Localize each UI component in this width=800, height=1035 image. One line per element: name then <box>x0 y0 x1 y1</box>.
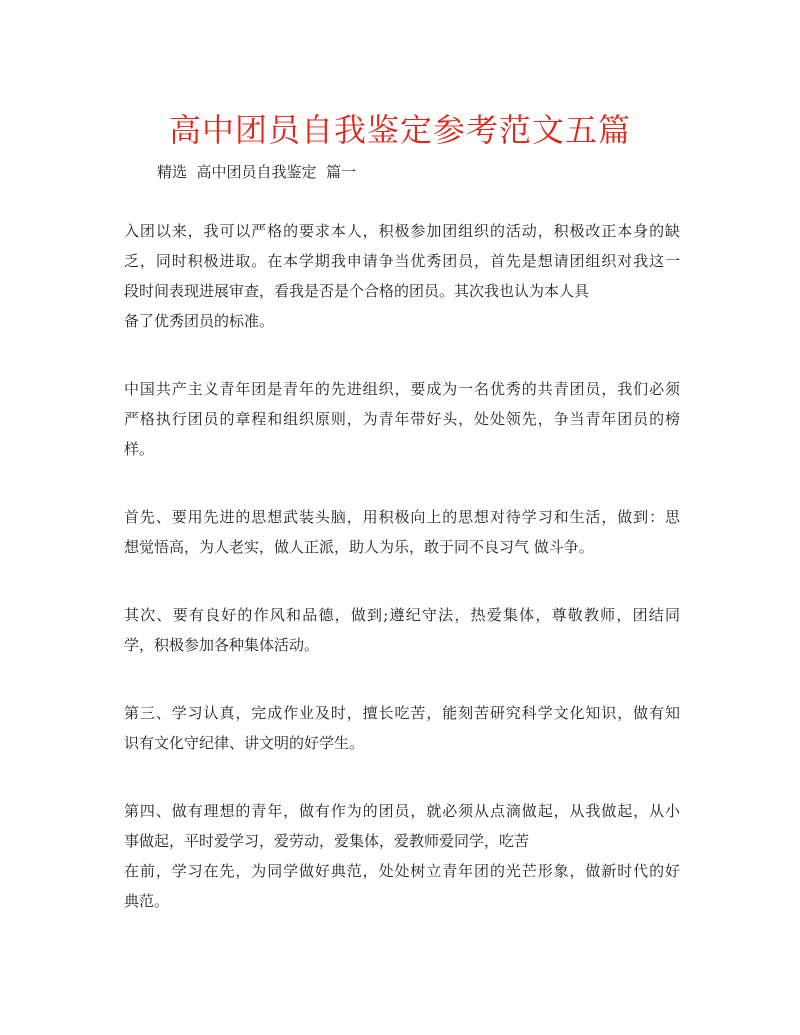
text-line: 其次、要有良好的作风和品德，做到;遵纪守法，热爱集体，尊敬教师，团结同 <box>124 606 680 624</box>
text-line: 乏，同时积极进取。在本学期我申请争当优秀团员，首先是想请团组织对我这一 <box>124 252 680 270</box>
text-line: 入团以来，我可以严格的要求本人，积极参加团组织的活动，积极改正本身的缺 <box>124 222 680 240</box>
paragraph <box>124 796 680 916</box>
text-line: 学，积极参加各种集体活动。 <box>124 636 320 654</box>
page-title: 高中团员自我鉴定参考范文五篇 <box>168 111 631 149</box>
document-body <box>124 216 680 954</box>
text-line: 样。 <box>124 440 155 458</box>
text-line: 中国共产主义青年团是青年的先进组织，要成为一名优秀的共青团员，我们必须 <box>124 380 680 398</box>
text-line: 备了优秀团员的标准。 <box>124 312 275 330</box>
paragraph <box>124 600 680 660</box>
text-line: 在前，学习在先，为同学做好典范，处处树立青年团的光芒形象，做新时代的好 <box>124 862 680 880</box>
text-line: 典范。 <box>124 892 170 910</box>
paragraph <box>124 698 680 758</box>
text-line: 事做起，平时爱学习，爱劳动，爱集体，爱教师爱同学，吃苦 <box>124 832 530 850</box>
text-line: 严格执行团员的章程和组织原则，为青年带好头，处处领先，争当青年团员的榜 <box>124 410 680 428</box>
section-subtitle: 精选 高中团员自我鉴定 篇一 <box>157 163 357 181</box>
text-line: 第三、学习认真，完成作业及时，擅长吃苦，能刻苦研究科学文化知识，做有知 <box>124 704 680 722</box>
text-line: 识有文化守纪律、讲文明的好学生。 <box>124 734 365 752</box>
text-line: 首先、要用先进的思想武装头脑，用积极向上的思想对待学习和生活，做到：思 <box>124 508 680 526</box>
paragraph <box>124 502 680 562</box>
paragraph <box>124 374 680 464</box>
text-line: 想觉悟高，为人老实，做人正派，助人为乐，敢于同不良习气 做斗争。 <box>124 538 594 556</box>
text-line: 段时间表现进展审查，看我是否是个合格的团员。其次我也认为本人具 <box>124 282 590 300</box>
paragraph <box>124 216 680 336</box>
text-line: 第四、做有理想的青年，做有作为的团员，就必须从点滴做起，从我做起，从小 <box>124 802 680 820</box>
